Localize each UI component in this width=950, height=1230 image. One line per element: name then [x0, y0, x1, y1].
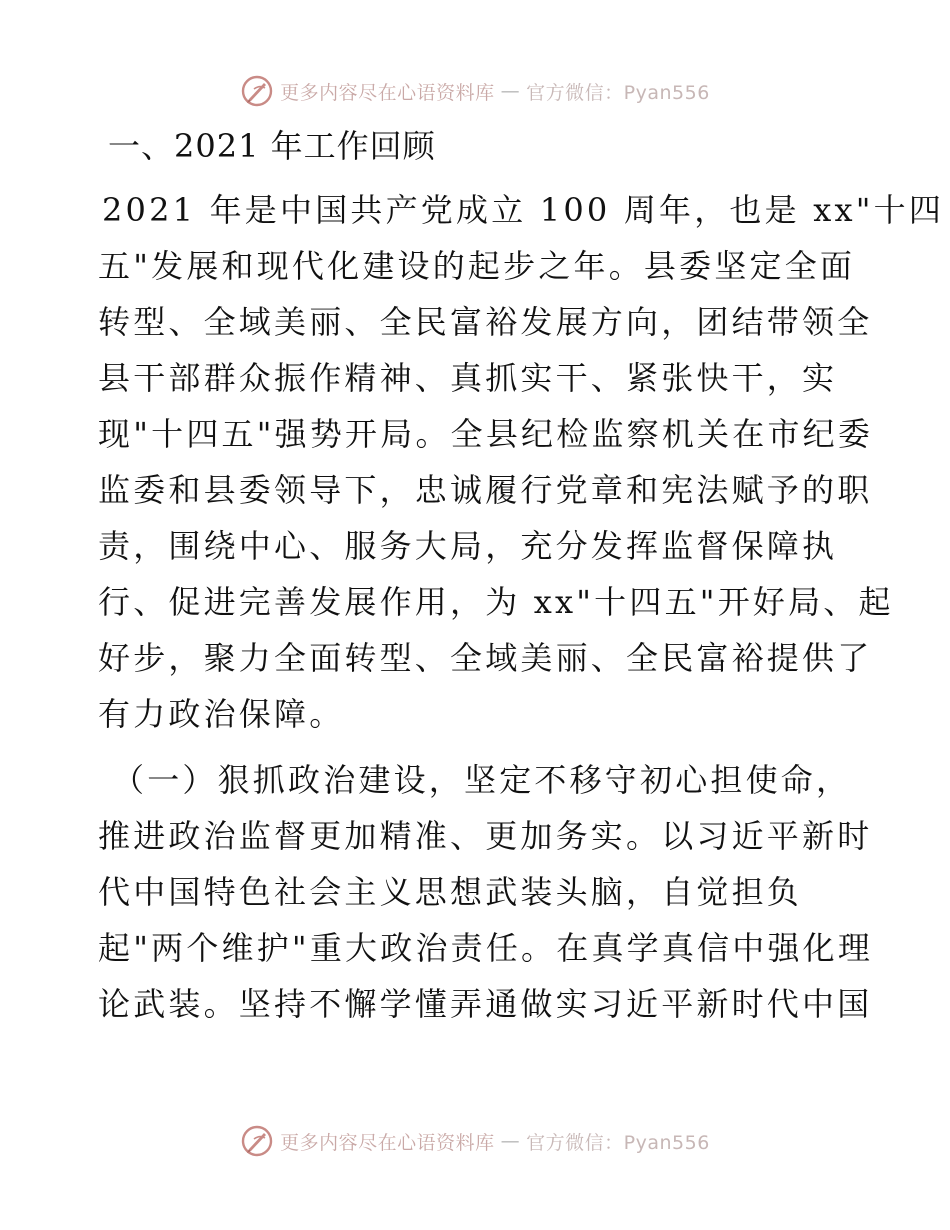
- text-line: 责，围绕中心、服务大局，充分发挥监督保障执: [98, 527, 838, 565]
- document-body: [98, 118, 945, 1032]
- text-line: 有力政治保障。: [98, 695, 345, 733]
- text-line: 转型、全域美丽、全民富裕发展方向，团结带领全: [98, 303, 873, 341]
- watermark-contact: 官方微信：Pyan556: [526, 81, 710, 104]
- text-line: 县干部群众振作精神、真抓实干、紧张快干，实: [98, 359, 838, 397]
- paragraph-review-summary: [98, 182, 945, 742]
- watermark-separator: —: [500, 1130, 521, 1152]
- text-line: （一）狠抓政治建设，坚定不移守初心担使命，: [112, 761, 852, 799]
- header-watermark: [0, 74, 950, 108]
- text-line: 代中国特色社会主义思想武装头脑，自觉担负: [98, 873, 803, 911]
- quill-logo-icon: [240, 74, 274, 108]
- text-line: 好步，聚力全面转型、全域美丽、全民富裕提供了: [98, 639, 873, 677]
- text-line: 2021 年是中国共产党成立 100 周年，也是 xx"十四: [102, 191, 945, 229]
- text-line: 推进政治监督更加精准、更加务实。以习近平新时: [98, 817, 873, 855]
- footer-watermark: [0, 1124, 950, 1158]
- text-line: 五"发展和现代化建设的起步之年。县委坚定全面: [98, 247, 856, 285]
- watermark-separator: —: [500, 80, 521, 102]
- text-line: 现"十四五"强势开局。全县纪检监察机关在市纪委: [98, 415, 874, 453]
- watermark-text: 更多内容尽在心语资料库: [280, 1131, 495, 1154]
- section-heading: 一、2021 年工作回顾: [108, 127, 436, 165]
- text-line: 起"两个维护"重大政治责任。在真学真信中强化理: [98, 929, 874, 967]
- text-line: 行、促进完善发展作用，为 xx"十四五"开好局、起: [98, 583, 894, 621]
- watermark-contact: 官方微信：Pyan556: [526, 1131, 710, 1154]
- text-line: 论武装。坚持不懈学懂弄通做实习近平新时代中国: [98, 985, 873, 1023]
- watermark-text: 更多内容尽在心语资料库: [280, 81, 495, 104]
- paragraph-political-building: [98, 752, 874, 1032]
- text-line: 监委和县委领导下，忠诚履行党章和宪法赋予的职: [98, 471, 873, 509]
- quill-logo-icon: [240, 1124, 274, 1158]
